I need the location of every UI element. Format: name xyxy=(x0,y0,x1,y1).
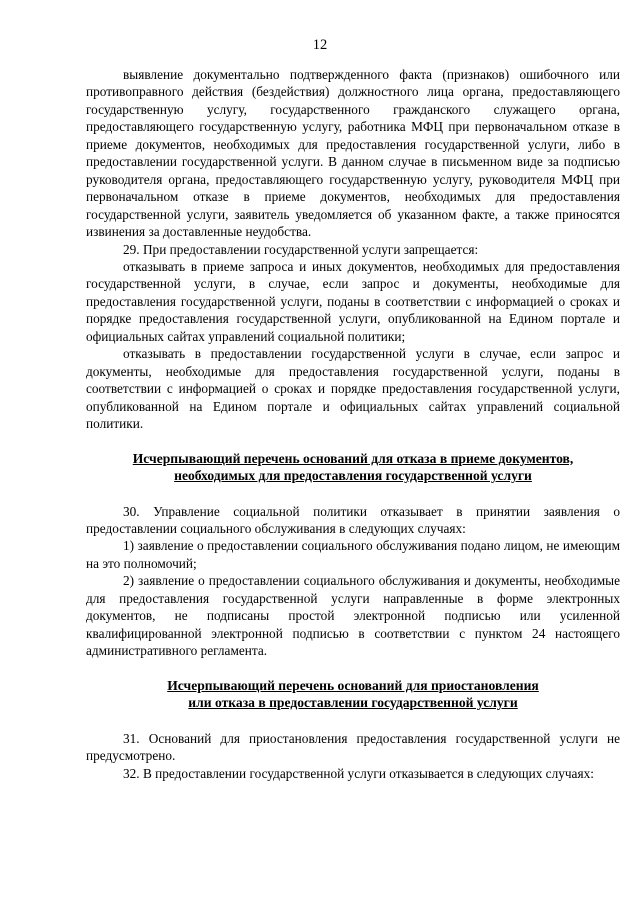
heading-line: Исчерпывающий перечень оснований для приостановления xyxy=(167,677,539,693)
heading-line: или отказа в предоставлении государственной услуги xyxy=(188,695,518,711)
paragraph-30: 30. Управление социальной политики отказывает в принятии заявления о предоставлении социального обслуживания в следующих случаях: xyxy=(86,503,620,536)
page-number: 12 xyxy=(312,37,328,53)
paragraph-30-item-2: 2) заявление о предоставлении социального обслуживания и документы, необходимые для предоставления государственной услуги направленные в форме электронных документов, не подписаны простой электронной подписью или усиленной квалифицированной электронной подписью в соответствии с пунктом 24 настоящего административного регламента. xyxy=(86,573,620,659)
section-heading-refusal-reception xyxy=(86,450,620,485)
document-body xyxy=(86,66,620,782)
paragraph-prohibition-provision: отказывать в предоставлении государственной услуги в случае, если запрос и документы, необходимые для предоставления государственной услуги, поданы в соответствии с информацией о сроках и порядке предоставления государственной услуги, опубликованной на Едином портале и официальных сайтах управлений социальной политики. xyxy=(86,346,620,432)
paragraph-29: 29. При предоставлении государственной услуги запрещается: xyxy=(123,241,479,257)
heading-line: необходимых для предоставления государственной услуги xyxy=(174,468,532,484)
paragraph-31: 31. Оснований для приостановления предоставления государственной услуги не предусмотрено. xyxy=(86,730,620,764)
heading-line: Исчерпывающий перечень оснований для отказа в приеме документов, xyxy=(132,450,574,466)
section-heading-suspension-refusal xyxy=(86,677,620,712)
paragraph-prohibition-reception: отказывать в приеме запроса и иных документов, необходимых для предоставления государственной услуги, в случае, если запрос и документы, необходимые для предоставления государственной услуги, поданы в соответствии с информацией о сроках и порядке предоставления государственной услуги, опубликованной на Едином портале и официальных сайтах управлений социальной политики; xyxy=(86,258,620,344)
paragraph-32: 32. В предоставлении государственной услуги отказывается в следующих случаях: xyxy=(123,765,594,781)
paragraph-violation-fact: выявление документально подтвержденного факта (признаков) ошибочного или противоправного действия (бездействия) должностного лица органа, предоставляющего государственную услугу, государственного гражданского служащего органа, предоставляющего государственную услугу, работника МФЦ при первоначальном отказе в приеме документов, необходимых для предоставления государственной услуги, либо в предоставлении государственной услуги. В данном случае в письменном виде за подписью руководителя органа, предоставляющего государственную услугу, руководителя МФЦ при первоначальном отказе в приеме документов, необходимых для предоставления государственной услуги, заявитель уведомляется об указанном факте, а также приносятся извинения за доставленные неудобства. xyxy=(86,67,620,240)
paragraph-30-item-1: 1) заявление о предоставлении социального обслуживания подано лицом, не имеющим на это полномочий; xyxy=(86,538,620,571)
